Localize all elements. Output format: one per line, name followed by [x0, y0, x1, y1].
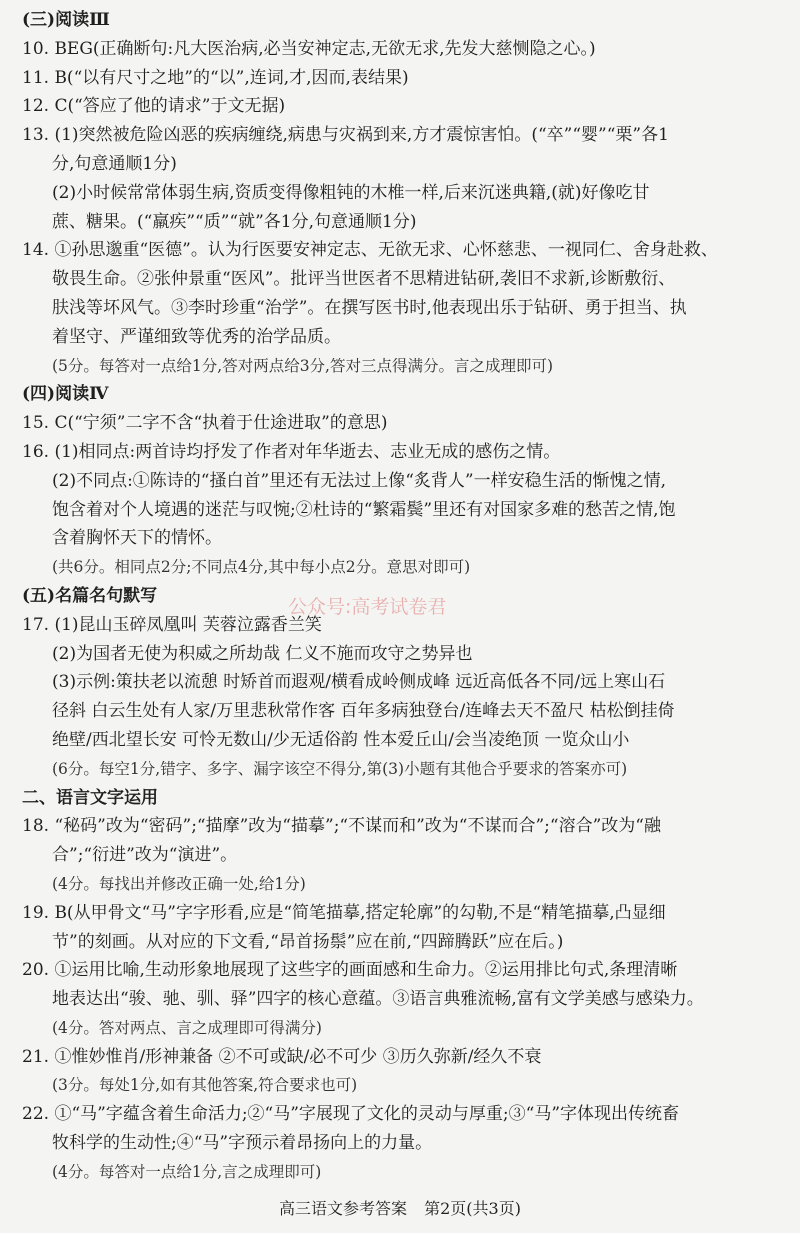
answer-line: 径斜 白云生处有人家/万里悲秋常作客 百年多病独登台/连峰去天不盈尺 枯松倒挂倚: [52, 701, 675, 722]
answer-line: 21. ①惟妙惟肖/形神兼备 ②不可或缺/必不可少 ③历久弥新/经久不衰: [22, 1046, 542, 1067]
answer-line: 饱含着对个人境遇的迷茫与叹惋;②杜诗的“繁霜鬓”里还有对国家多难的愁苦之情,饱: [52, 499, 676, 520]
answer-line: (2)小时候常常体弱生病,资质变得像粗钝的木椎一样,后来沉迷典籍,(就)好像吃甘: [52, 182, 650, 203]
section-heading: (五)名篇名句默写: [22, 585, 158, 606]
answer-line: 蔗、糖果。(“羸疾”“质”“就”各1分,句意通顺1分): [52, 211, 417, 232]
answer-line: 18. “秘码”改为“密码”;“描摩”改为“描摹”;“不谋而和”改为“不谋而合”;“溶合”改为“融: [22, 816, 661, 837]
scoring-note: (共6分。相同点2分;不同点4分,其中每小点2分。意思对即可): [52, 558, 471, 577]
watermark-text: 公众号:高考试卷君: [288, 596, 447, 618]
answer-line: 合”;“衍进”改为“演进”。: [52, 845, 238, 866]
scoring-note: (4分。每答对一点给1分,言之成理即可): [52, 1162, 322, 1181]
answer-line: 地表达出“骏、驰、驯、驿”四字的核心意蕴。③语言典雅流畅,富有文学美感与感染力。: [52, 989, 704, 1010]
answer-line: 11. B(“以有尺寸之地”的“以”,连词,才,因而,表结果): [22, 67, 409, 88]
page-footer: [0, 1196, 800, 1219]
answer-line: 15. C(“宁须”二字不含“执着于仕途进取”的意思): [22, 413, 388, 434]
answer-line: 14. ①孙思邈重“医德”。认为行医要安神定志、无欲无求、心怀慈悲、一视同仁、舍身赴救、: [22, 240, 718, 261]
answer-line: 17. (1)昆山玉碎凤凰叫 芙蓉泣露香兰笑: [22, 614, 322, 635]
answer-line: (2)不同点:①陈诗的“搔白首”里还有无法过上像“炙背人”一样安稳生活的惭愧之情,: [52, 470, 666, 491]
scoring-note: (3分。每处1分,如有其他答案,符合要求也可): [52, 1076, 358, 1095]
footer-page-number: 第2页(共3页): [424, 1199, 521, 1218]
answer-line: 牧科学的生动性;④“马”字预示着昂扬向上的力量。: [52, 1133, 433, 1154]
answer-line: 着坚守、严谨细致等优秀的治学品质。: [52, 326, 341, 347]
answer-line: 肤浅等坏风气。③李时珍重“治学”。在撰写医书时,他表现出乐于钻研、勇于担当、执: [52, 297, 687, 318]
scoring-note: (4分。答对两点、言之成理即可得满分): [52, 1018, 322, 1037]
answer-line: 绝壁/西北望长安 可怜无数山/少无适俗韵 性本爱丘山/会当凌绝顶 一览众山小: [52, 729, 630, 750]
scoring-note: (6分。每空1分,错字、多字、漏字该空不得分,第(3)小题有其他合乎要求的答案亦可): [52, 759, 628, 778]
answer-line: (2)为国者无使为积威之所劫哉 仁义不施而攻守之势异也: [52, 643, 473, 664]
footer-title: 高三语文参考答案: [279, 1199, 408, 1218]
section-heading: (三)阅读Ⅲ: [22, 10, 110, 30]
answer-line: 12. C(“答应了他的请求”于文无据): [22, 96, 286, 117]
answer-line: 10. BEG(正确断句:凡大医治病,必当安神定志,无欲无求,先发大慈恻隐之心。): [22, 38, 596, 59]
scoring-note: (4分。每找出并修改正确一处,给1分): [52, 874, 306, 893]
answer-line: 16. (1)相同点:两首诗均抒发了作者对年华逝去、志业无成的感伤之情。: [22, 441, 561, 462]
section-heading: 二、语言文字运用: [22, 787, 158, 808]
section-heading: (四)阅读Ⅳ: [22, 384, 109, 405]
answer-line: 20. ①运用比喻,生动形象地展现了这些字的画面感和生命力。②运用排比句式,条理清晰: [22, 960, 678, 981]
answer-line: 分,句意通顺1分): [52, 153, 177, 174]
answer-line: 含着胸怀天下的情怀。: [52, 528, 222, 549]
answer-line: 节”的刻画。从对应的下文看,“昂首扬鬃”应在前,“四蹄腾跃”应在后。): [52, 931, 564, 952]
answer-line: 22. ①“马”字蕴含着生命活力;②“马”字展现了文化的灵动与厚重;③“马”字体现出传统畜: [22, 1104, 680, 1125]
answer-line: 敬畏生命。②张仲景重“医风”。批评当世医者不思精进钻研,袭旧不求新,诊断敷衍、: [52, 269, 676, 290]
answer-line: 13. (1)突然被危险凶恶的疾病缠绕,病患与灾祸到来,方才震惊害怕。(“卒”“婴”“栗”各1: [22, 125, 669, 146]
scoring-note: (5分。每答对一点给1分,答对两点给3分,答对三点得满分。言之成理即可): [52, 356, 554, 375]
answer-line: 19. B(从甲骨文“马”字字形看,应是“简笔描摹,搭定轮廓”的勾勒,不是“精笔描摹,凸显细: [22, 902, 666, 923]
answer-line: (3)示例:策扶老以流憩 时矫首而遐观/横看成岭侧成峰 远近高低各不同/远上寒山石: [52, 672, 666, 693]
